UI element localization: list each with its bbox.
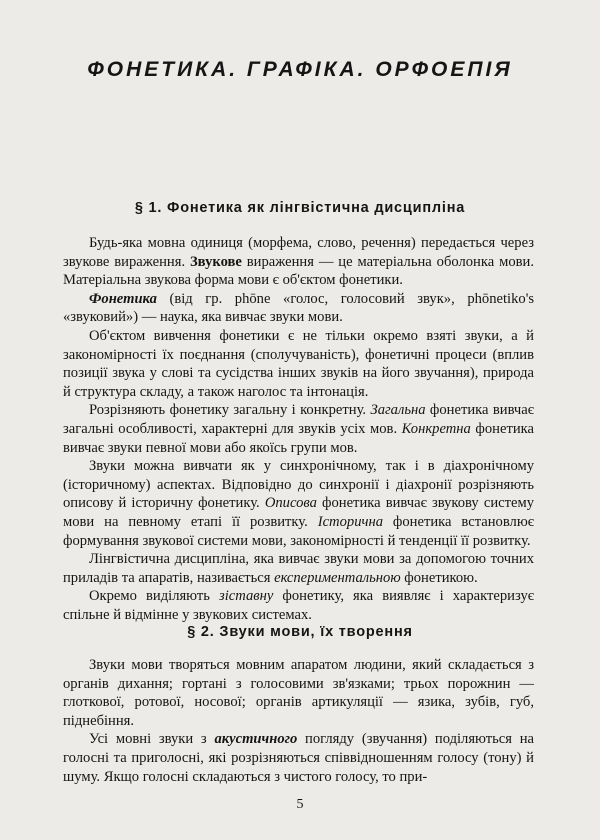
section-2-title: § 2. Звуки мови, їх творення <box>187 624 413 640</box>
paragraph <box>63 327 534 401</box>
text-run: Звуки мови творяться мовним апаратом людини, який складається з органів дихання; гортані з голосовими зв'язками; трьох порожнин — глоткової, ротової, носової; органів артикуляції — язика, зубів, губ, піднебіння. <box>63 657 534 729</box>
text-run: фонетику, яка виявляє і характеризує спільне й відмінне у звукових системах. <box>63 588 535 623</box>
section-1-body <box>63 234 534 624</box>
text-run: вираження — це матеріальна оболонка мови. Матеріальна звукова форма мови є об'єктом фонетики. <box>63 253 534 289</box>
emphasized-term: зіставну <box>219 588 274 605</box>
text-run: Окремо виділяють <box>89 588 220 605</box>
emphasized-term: Звукове <box>189 253 242 270</box>
text-run: Усі мовні звуки з <box>89 731 215 748</box>
text-run: Лінгвістична дисципліна, яка вивчає звуки мови за допомогою точних приладів та апаратів, називається <box>63 551 534 586</box>
text-run: фонетика вивчає загальні особливості, характерні для звуків усіх мов. <box>63 402 534 437</box>
text-run: фонетика вивчає звуки певної мови або якоїсь групи мов. <box>63 420 534 456</box>
text-run: Розрізняють фонетику загальну і конкретну. <box>89 402 371 419</box>
paragraph <box>63 401 534 457</box>
paragraph <box>63 587 534 624</box>
section-2-body <box>63 656 534 786</box>
text-run: фонетика встановлює формування звукової системи мови, закономірності й тенденції її розвитку. <box>63 513 534 549</box>
page-number: 5 <box>296 797 304 812</box>
text-run: (від гр. phōne «голос, голосовий звук», phōnetiko's «звуковий») — наука, яка вивчає звуки мови. <box>63 290 534 326</box>
paragraph <box>63 457 534 550</box>
paragraph <box>63 290 534 327</box>
emphasized-term: акустичного <box>214 731 298 748</box>
emphasized-term: Описова <box>264 495 317 512</box>
emphasized-term: Історична <box>317 513 383 530</box>
text-run: погляду (звучання) поділяються на голосні та приголосні, які розрізняються співвідношенням голосу (тону) й шуму. Якщо голосні складаються з чистого голосу, то при- <box>63 731 534 785</box>
section-1-title: § 1. Фонетика як лінгвістична дисципліна <box>134 200 466 216</box>
text-run: Будь-яка мовна одиниця (морфема, слово, речення) передається через звукове вираження. <box>63 235 534 270</box>
emphasized-term: Конкретна <box>401 420 471 437</box>
text-run: фонетика вивчає звукову систему мови на певному етапі її розвитку. <box>63 495 534 530</box>
emphasized-term: Загальна <box>370 402 426 419</box>
paragraph <box>63 550 534 587</box>
paragraph <box>63 730 534 786</box>
text-run: Об'єктом вивчення фонетики є не тільки окремо взяті звуки, а й закономірності їх поєднання (сполучуваність), фонетичні процеси (вплив позиції звука у слові та сусідства інших звуків на його звучання), природа й структура складу, а також наголос та інтонація. <box>63 327 534 400</box>
paragraph <box>63 234 534 290</box>
emphasized-term: Фонетика <box>89 290 157 307</box>
emphasized-term: експериментальною <box>274 569 401 586</box>
paragraph <box>63 656 534 730</box>
text-run: фонетикою. <box>400 569 478 586</box>
text-run: Звуки можна вивчати як у синхронічному, так і в діахронічному (історичному) аспектах. Відповідно до синхронії і діахронії розрізняють описову й історичну фонетику. <box>63 458 534 512</box>
chapter-title: ФОНЕТИКА. ГРАФІКА. ОРФОЕПІЯ <box>87 58 513 81</box>
